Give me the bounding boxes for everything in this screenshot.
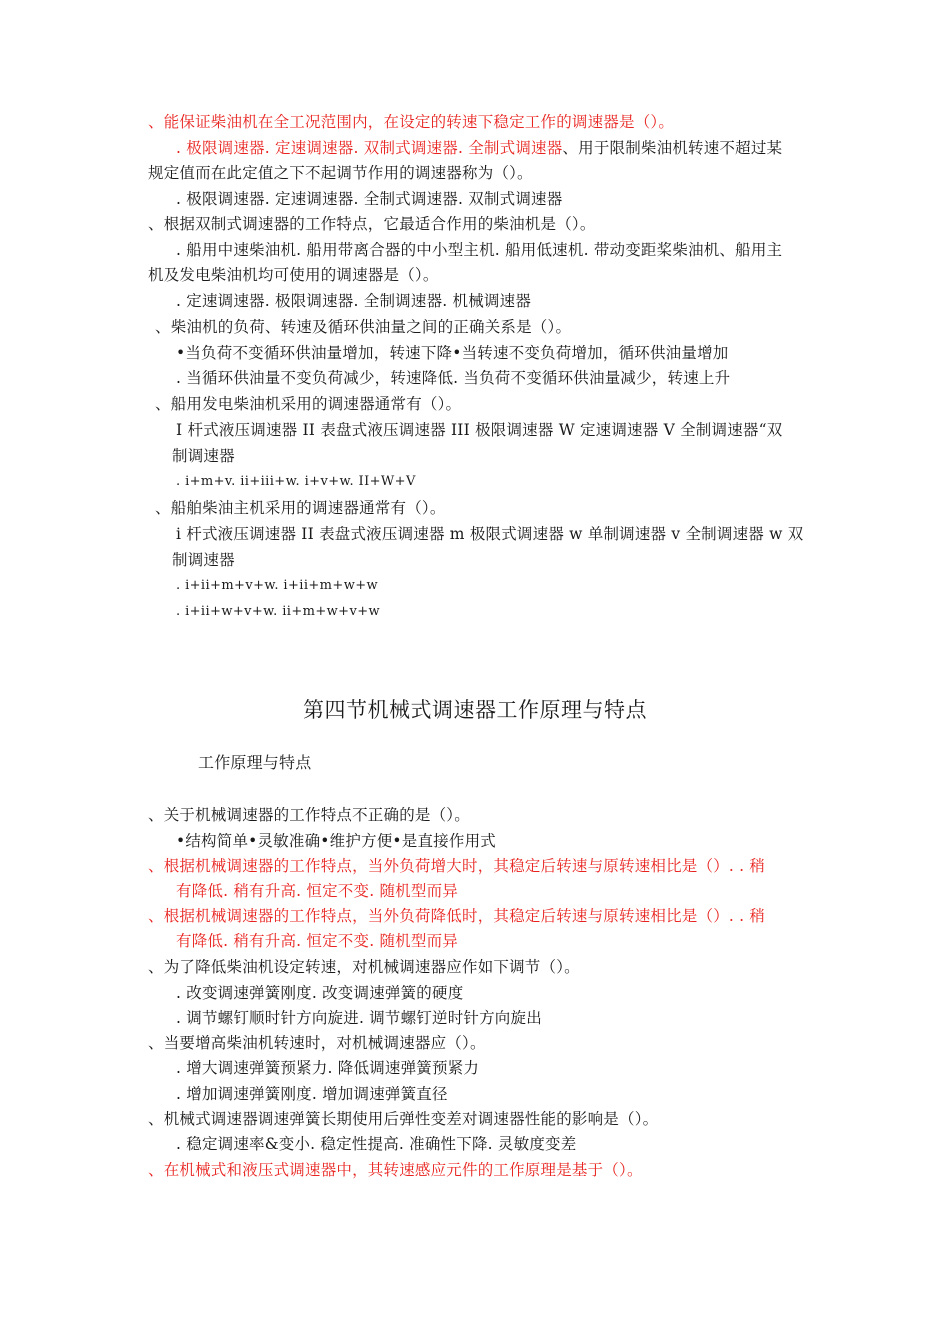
answer-options-highlighted: . 极限调速器. 定速调速器. 双制式调速器. 全制式调速器	[176, 139, 563, 157]
item-list-cont: 制调速器	[172, 551, 235, 569]
answer-options: . 当循环供油量不变负荷减少，转速降低. 当负荷不变循环供油量减少，转速上升	[176, 369, 731, 387]
answer-options: . i+ii+m+v+w. i+ii+m+w+w	[176, 578, 379, 593]
answer-options: •结构简单•灵敏准确•维护方便•是直接作用式	[176, 832, 496, 850]
question-8: 、关于机械调速器的工作特点不正确的是（）。	[148, 806, 470, 824]
options-line	[176, 135, 782, 161]
item-list: i 杆式液压调速器 II 表盘式液压调速器 m 极限式调速器 w 单制调速器 v 全制调速器 w 双	[176, 525, 804, 543]
question-10: 、根据机械调速器的工作特点，当外负荷降低时，其稳定后转速与原转速相比是（）. . 稍	[148, 907, 766, 925]
answer-options: . 定速调速器. 极限调速器. 全制调速器. 机械调速器	[176, 292, 532, 310]
section-subtitle: 工作原理与特点	[198, 753, 312, 772]
question-4-cont: 机及发电柴油机均可使用的调速器是（）。	[148, 266, 439, 284]
question-1: 、能保证柴油机在全工况范围内，在设定的转速下稳定工作的调速器是（）。	[148, 113, 675, 131]
question-9-options: 有降低. 稍有升高. 恒定不变. 随机型而异	[176, 882, 458, 900]
question-14: 、在机械式和液压式调速器中，其转速感应元件的工作原理是基于（）。	[148, 1161, 643, 1179]
answer-options: . 增大调速弹簧预紧力. 降低调速弹簧预紧力	[176, 1059, 480, 1077]
answer-options: . i+m+v. ii+iii+w. i+v+w. II+W+V	[176, 474, 416, 489]
answer-options: . 船用中速柴油机. 船用带离合器的中小型主机. 船用低速机. 带动变距桨柴油机、船用主	[176, 241, 783, 259]
answer-options: . i+ii+w+v+w. ii+m+w+v+w	[176, 604, 381, 619]
answer-options: . 改变调速弹簧刚度. 改变调速弹簧的硬度	[176, 984, 464, 1002]
answer-options: •当负荷不变循环供油量增加，转速下降•当转速不变负荷增加，循环供油量增加	[176, 344, 729, 362]
question-2-cont: 规定值而在此定值之下不起调节作用的调速器称为（）。	[148, 164, 533, 182]
question-3: 、根据双制式调速器的工作特点，它最适合作用的柴油机是（）。	[148, 215, 596, 233]
question-11: 、为了降低柴油机设定转速，对机械调速器应作如下调节（）。	[148, 958, 580, 976]
question-13: 、机械式调速器调速弹簧长期使用后弹性变差对调速器性能的影响是（）。	[148, 1110, 659, 1128]
item-list: I 杆式液压调速器 II 表盘式液压调速器 III 极限调速器 W 定速调速器 V 全制调速器“双	[176, 421, 783, 439]
answer-options: . 调节螺钉顺时针方向旋进. 调节螺钉逆时针方向旋出	[176, 1009, 542, 1027]
answer-options: . 增加调速弹簧刚度. 增加调速弹簧直径	[176, 1085, 448, 1103]
question-10-options: 有降低. 稍有升高. 恒定不变. 随机型而异	[176, 932, 458, 950]
answer-options: . 极限调速器. 定速调速器. 全制式调速器. 双制式调速器	[176, 190, 563, 208]
question-5: 、柴油机的负荷、转速及循环供油量之间的正确关系是（）。	[155, 318, 572, 336]
item-list-cont: 制调速器	[172, 447, 235, 465]
section-title: 第四节机械式调速器工作原理与特点	[303, 698, 647, 722]
question-2-start: 、用于限制柴油机转速不超过某	[562, 139, 783, 157]
question-7: 、船舶柴油主机采用的调速器通常有（）。	[155, 499, 446, 517]
question-6: 、船用发电柴油机采用的调速器通常有（）。	[155, 395, 462, 413]
question-9: 、根据机械调速器的工作特点，当外负荷增大时，其稳定后转速与原转速相比是（）. . 稍	[148, 857, 766, 875]
answer-options: . 稳定调速率&变小. 稳定性提高. 准确性下降. 灵敏度变差	[176, 1135, 577, 1153]
question-12: 、当要增高柴油机转速时，对机械调速器应（）。	[148, 1034, 486, 1052]
